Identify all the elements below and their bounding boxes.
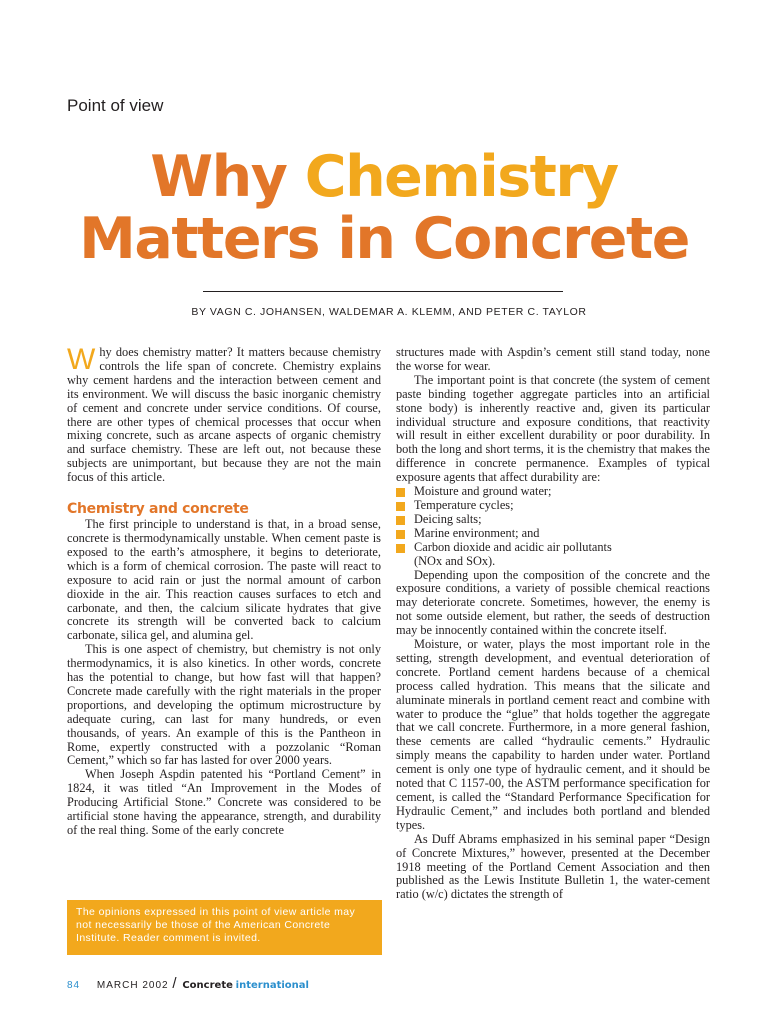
drop-cap: W [67, 343, 96, 376]
bullet-square-icon [396, 516, 405, 525]
title-word-why: Why [150, 144, 287, 210]
bullet-square-icon [396, 530, 405, 539]
publication-name-part1: Concrete [182, 980, 233, 991]
list-item [396, 499, 710, 513]
list-item [396, 527, 710, 541]
body-paragraph: The first principle to understand is that, in a broad sense, concrete is thermodynamically unstable. When cement paste is exposed to the earth’s atmosphere, it begins to deteriorate, which is a form of chemical corrosion. The paste will react to exposure to acid rain or just the normal amount of carbon dioxide in the air. This reaction causes surfaces to etch and carbonate, and then, the calcium silicate hydrates that give concrete its strength will be converted back to calcium carbonate, silica gel, and alumina gel. [67, 517, 381, 643]
list-item-text: Deicing salts; [414, 511, 482, 526]
list-item [396, 541, 710, 555]
issue-date: MARCH 2002 [96, 980, 169, 991]
body-paragraph: This is one aspect of chemistry, but chemistry is not only thermodynamics, it is also kinetics. In other words, concrete has the potential to change, but how fast will that happen? Concrete made carefully with the right materials in the proper proportions, and developing the optimum microstructure by adequate curing, can last for many hundreds, or even thousands, of years. An example of this is the Pantheon in Rome, expertly constructed with a pozzolanic “Roman Cement,” which so far has lasted for over 2000 years. [67, 642, 381, 768]
article-title [20, 146, 748, 270]
list-item [396, 485, 710, 499]
section-heading: Chemistry and concrete [67, 501, 249, 518]
bullet-square-icon [396, 488, 405, 497]
bullet-square-icon [396, 544, 405, 553]
title-line-two: Matters in Concrete [79, 206, 689, 272]
section-kicker: Point of view [67, 96, 164, 115]
body-paragraph: Moisture, or water, plays the most important role in the setting, strength development, and eventual deterioration of concrete. Portland cement hardens because of a chemical process called hydration. This means that the silicate and aluminate minerals in portland cement react and combine with water to produce the “glue” that holds together the aggregate that we call concrete. Furthermore, in a more general fashion, these cements are called “hydraulic cements.” Hydraulic simply means the capability to harden under water. Portland cement is only one type of hydraulic cement, and it should be noted that C 1157-00, the ASTM performance specification for cement, is called the “Standard Performance Specification for Hydraulic Cement,” and includes both portland and blended types. [396, 637, 710, 832]
left-column [67, 343, 381, 838]
body-paragraph: Depending upon the composition of the concrete and the exposure conditions, a variety of possible chemical reactions may deteriorate concrete. Sometimes, however, the enemy is not some outside element, but rather, the seeds of destruction may be innocently contained within the concrete itself. [396, 567, 710, 638]
bullet-square-icon [396, 502, 405, 511]
intro-text: hy does chemistry matter? It matters because chemistry controls the life span of concrete. Chemistry explains why cement hardens and the interaction between cement and its environment. We will discuss the basic inorganic chemistry of cement and concrete under service conditions. Of course, there are other types of chemical processes that occur when mixing concrete, such as arcane aspects of organic chemistry and surface chemistry. These are left out, not because these subjects are unimportant, but because they are not the main focus of this article. [67, 345, 381, 485]
body-paragraph: structures made with Aspdin’s cement still stand today, none the worse for wear. [396, 345, 710, 373]
list-item-text: Marine environment; and [414, 525, 540, 540]
list-item [396, 513, 710, 527]
author-byline: BY VAGN C. JOHANSEN, WALDEMAR A. KLEMM, AND PETER C. TAYLOR [191, 306, 587, 318]
list-item-text: Temperature cycles; [414, 497, 514, 512]
disclaimer-box: The opinions expressed in this point of view article may not necessarily be those of the American Concrete Institute. Reader comment is invited. [67, 900, 382, 955]
body-paragraph: The important point is that concrete (the system of cement paste binding together aggregate particles into an artificial stone body) is inherently reactive and, given its particular individual structure and exposure conditions, that reactivity will result in either excellent durability or poor durability. In both the long and short terms, it is the chemistry that makes the difference in concrete permanence. Examples of typical exposure agents that affect durability are: [396, 372, 710, 485]
body-paragraph: When Joseph Aspdin patented his “Portland Cement” in 1824, it was titled “An Improvement in the Modes of Producing Artificial Stone.” Concrete was considered to be artificial stone having the appearance, strength, and durability of the real thing. Some of the early concrete [67, 767, 381, 837]
title-word-chemistry: Chemistry [304, 144, 618, 210]
page-number: 84 [67, 980, 81, 991]
intro-paragraph [67, 343, 381, 485]
list-item-text: Carbon dioxide and acidic air pollutants [414, 539, 612, 554]
title-divider [203, 291, 563, 292]
body-paragraph: As Duff Abrams emphasized in his seminal paper “Design of Concrete Mixtures,” however, presented at the December 1918 meeting of the Portland Cement Association and then published as the Lewis Institute Bulletin 1, the water-cement ratio (w/c) dictates the strength of [396, 831, 710, 902]
exposure-agents-list [396, 485, 710, 555]
footer-slash: / [172, 975, 177, 992]
list-item-text: Moisture and ground water; [414, 484, 552, 499]
right-column [396, 346, 710, 902]
list-item-continuation: (NOx and SOx). [414, 553, 496, 568]
publication-name-part2: international [235, 980, 309, 991]
page-footer [67, 975, 309, 992]
